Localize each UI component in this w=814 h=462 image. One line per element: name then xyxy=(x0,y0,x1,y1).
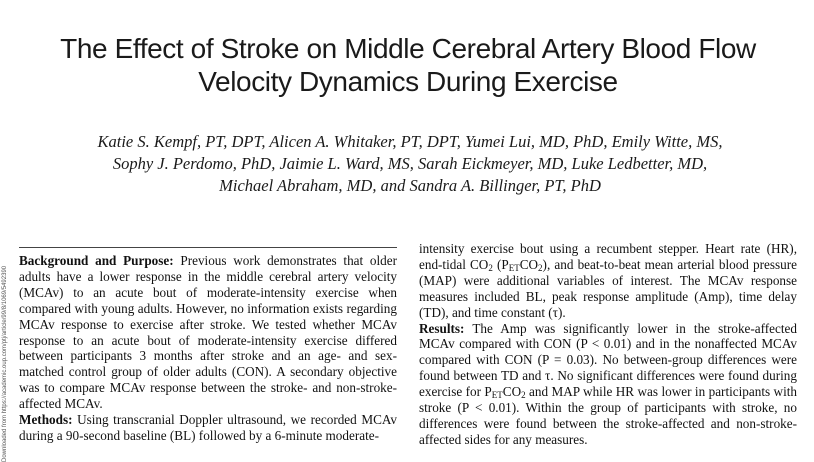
results-co: CO xyxy=(502,384,522,400)
authors-line-2: Sophy J. Perdomo, PhD, Jaimie L. Ward, MS, Sarah Eickmeyer, MD, Luke Ledbetter, MD, xyxy=(112,154,708,173)
authors-line-1: Katie S. Kempf, PT, DPT, Alicen A. Whitaker, PT, DPT, Yumei Lui, MD, PhD, Emily Witte, MS, xyxy=(97,132,723,151)
title-line-1: The Effect of Stroke on Middle Cerebral Artery Blood Flow xyxy=(60,33,756,64)
results-heading: Results: xyxy=(419,320,465,336)
methods-text: Using transcranial Doppler ultrasound, we recorded MCAv during a 90-second baseline (BL) followed by a 6-minute moderate- xyxy=(19,412,397,443)
results-text-2: and MAP while HR was lower in participants with stroke (P < 0.01). Within the group of participants with stroke, no differences were found between the stroke-affected and non-stroke-affected sides for any measures. xyxy=(419,384,798,447)
subscript-2: 2 xyxy=(488,262,493,273)
methods-cont-3: CO xyxy=(519,256,539,272)
subscript-et: ET xyxy=(491,390,503,401)
subscript-2: 2 xyxy=(538,262,543,273)
background-text: Previous work demonstrates that older adults have a lower response in the middle cerebral artery velocity (MCAv) to an acute bout of moderate-intensity exercise when compared with young adults. However, no information exists regarding MCAv response to exercise after stroke. We tested whether MCAv response to an acute bout of moderate-intensity exercise differed between participants 3 months after stroke and an age- and sex-matched control group of older adults (CON). A secondary objective was to compare MCAv response between the stroke- and non-stroke-affected MCAv. xyxy=(19,253,397,412)
abstract-left-column xyxy=(19,247,397,444)
subscript-2: 2 xyxy=(521,390,526,401)
methods-paragraph xyxy=(19,412,397,444)
subscript-et: ET xyxy=(508,262,520,273)
download-sidebar xyxy=(0,190,12,462)
methods-cont-1: intensity exercise bout using a recumbent stepper. Heart rate (HR), end-tidal CO xyxy=(419,241,797,272)
methods-continued-paragraph xyxy=(419,241,797,321)
results-paragraph xyxy=(419,321,797,448)
methods-heading: Methods: xyxy=(19,412,73,428)
authors-line-3: Michael Abraham, MD, and Sandra A. Billinger, PT, PhD xyxy=(219,176,601,195)
background-heading: Background and Purpose: xyxy=(19,253,174,268)
abstract-right-column xyxy=(419,241,798,448)
article-title xyxy=(10,32,806,98)
author-list xyxy=(20,131,800,197)
results-text-1: The Amp was significantly lower in the stroke-affected MCAv compared with CON (P < 0.01) and in the nonaffected MCAv compared with CON (P = 0.03). No between-group differences were found between TD and τ. No significant differences were found during exercise for P xyxy=(419,320,797,400)
download-note: Downloaded from https://academic.oup.com/ptj/article/99/8/1069/5492390 xyxy=(2,265,8,462)
methods-cont-2: (P xyxy=(492,256,509,272)
title-line-2: Velocity Dynamics During Exercise xyxy=(198,66,618,97)
methods-cont-4: ), and beat-to-beat mean arterial blood pressure (MAP) were additional variables of interest. The MCAv response measures included BL, peak response amplitude (Amp), time delay (TD), and time constant (τ). xyxy=(419,256,797,320)
background-paragraph xyxy=(19,253,397,412)
